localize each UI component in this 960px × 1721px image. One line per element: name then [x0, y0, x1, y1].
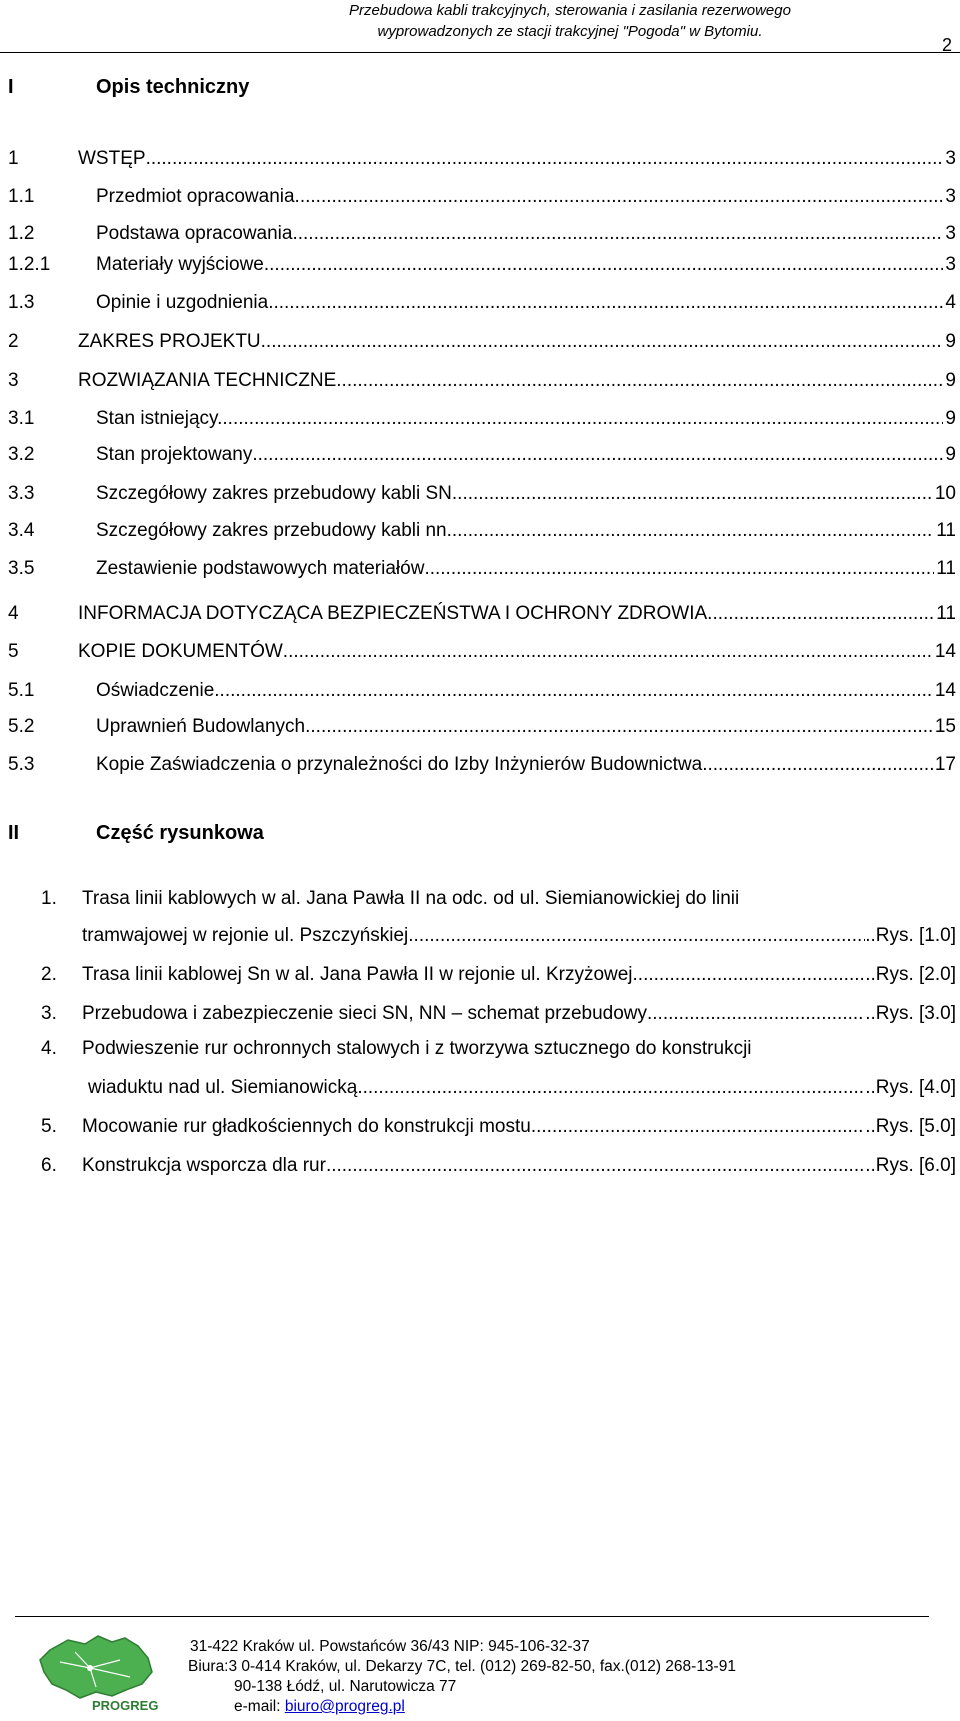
footer-email-line — [234, 1697, 405, 1717]
document-header — [200, 0, 940, 42]
toc-entry-number: 1.2.1 — [8, 254, 51, 275]
toc-entry[interactable] — [0, 558, 956, 588]
toc-entry-number: 5.1 — [8, 680, 35, 701]
toc-entry-title: Opinie i uzgodnienia — [96, 292, 269, 313]
toc-entry[interactable] — [0, 254, 956, 284]
toc-entry-number: 1.2 — [8, 223, 35, 244]
drawing-number: 6. — [41, 1155, 57, 1176]
toc-leader-dots — [707, 603, 934, 625]
toc-leader-dots — [283, 641, 933, 663]
toc-leader-dots — [264, 254, 944, 276]
toc-entry-page: 11 — [936, 520, 956, 541]
drawing-title: tramwajowej w rejonie ul. Pszczyńskiej — [82, 925, 409, 946]
toc-entry-page: 14 — [934, 641, 956, 662]
toc-entry-page: 10 — [934, 483, 956, 504]
toc-entry[interactable] — [0, 186, 956, 216]
header-title-line1: Przebudowa kabli trakcyjnych, sterowania i zasilania rezerwowego — [349, 2, 791, 19]
toc-entry-page: 14 — [934, 680, 956, 701]
logo-text: PROGREG — [92, 1698, 159, 1713]
toc-entry[interactable] — [0, 370, 956, 400]
toc-entry-title: Zestawienie podstawowych materiałów — [96, 558, 425, 579]
toc-leader-dots — [268, 292, 943, 314]
toc-entry-title: Stan projektowany — [96, 444, 253, 465]
toc-entry-title: Kopie Zaświadczenia o przynależności do Izby Inżynierów Budownictwa — [96, 754, 703, 775]
toc-entry[interactable] — [0, 444, 956, 474]
toc-leader-dots — [146, 148, 944, 170]
drawing-entry[interactable] — [0, 1155, 956, 1183]
toc-leader-dots — [452, 483, 933, 505]
toc-entry-page: 4 — [945, 292, 956, 313]
drawing-entry[interactable] — [0, 1003, 956, 1031]
toc-entry-page: 9 — [945, 444, 956, 465]
toc-entry-title: Stan istniejący. — [96, 408, 223, 429]
drawing-entry[interactable] — [0, 1116, 956, 1144]
drawing-title: Trasa linii kablowej Sn w al. Jana Pawła II w rejonie ul. Krzyżowej — [82, 964, 633, 985]
drawing-title: Konstrukcja wsporcza dla rur — [82, 1155, 326, 1176]
toc-leader-dots — [252, 444, 943, 466]
drawing-reference: ..Rys. [6.0] — [865, 1155, 956, 1176]
footer-office-line: Biura:3 0-414 Kraków, ul. Dekarzy 7C, tel. (012) 269-82-50, fax.(012) 268-13-91 — [188, 1658, 736, 1675]
toc-entry[interactable] — [0, 148, 956, 178]
toc-entry-number: 3.1 — [8, 408, 35, 429]
toc-entry-number: 1.1 — [8, 186, 35, 207]
toc-leader-dots — [447, 520, 935, 542]
drawing-number: 4. — [41, 1038, 57, 1059]
toc-entry-number: 3.3 — [8, 483, 35, 504]
drawing-entry[interactable] — [0, 925, 956, 953]
drawing-reference: ..Rys. [1.0] — [865, 925, 956, 946]
header-title-line2: wyprowadzonych ze stacji trakcyjnej "Pogoda" w Bytomiu. — [377, 23, 763, 40]
section-number: I — [8, 76, 14, 98]
toc-entry-page: 11 — [936, 603, 956, 624]
toc-leader-dots — [702, 754, 933, 776]
toc-entry-page: 3 — [945, 254, 956, 275]
toc-entry[interactable] — [0, 680, 956, 710]
drawing-entry[interactable] — [0, 964, 956, 992]
toc-entry-title: Uprawnień Budowlanych — [96, 716, 306, 737]
drawing-title-line1: Podwieszenie rur ochronnych stalowych i z tworzywa sztucznego do konstrukcji — [82, 1038, 752, 1059]
toc-leader-dots — [305, 716, 933, 738]
toc-entry-page: 3 — [945, 148, 956, 169]
header-divider — [0, 52, 960, 53]
toc-entry[interactable] — [0, 716, 956, 746]
drawing-leader-dots — [408, 925, 865, 947]
toc-leader-dots — [222, 408, 943, 430]
toc-entry-title: KOPIE DOKUMENTÓW — [78, 641, 283, 662]
company-logo — [30, 1632, 170, 1716]
toc-entry-title: Oświadczenie — [96, 680, 215, 701]
toc-entry-number: 3.2 — [8, 444, 35, 465]
toc-entry[interactable] — [0, 603, 956, 633]
toc-entry-title: WSTĘP — [78, 148, 146, 169]
toc-entry-page: 17 — [934, 754, 956, 775]
toc-leader-dots — [424, 558, 934, 580]
toc-entry[interactable] — [0, 331, 956, 361]
toc-entry[interactable] — [0, 754, 956, 784]
toc-entry-title: ZAKRES PROJEKTU — [78, 331, 261, 352]
drawing-title: Mocowanie rur gładkościennych do konstrukcji mostu — [82, 1116, 531, 1137]
toc-entry[interactable] — [0, 483, 956, 513]
drawing-leader-dots — [633, 964, 866, 986]
toc-entry-title: INFORMACJA DOTYCZĄCA BEZPIECZEŃSTWA I OCHRONY ZDROWIA — [78, 603, 708, 624]
toc-leader-dots — [214, 680, 933, 702]
toc-entry-page: 9 — [945, 331, 956, 352]
section-title: Część rysunkowa — [96, 822, 264, 844]
drawing-reference: ..Rys. [3.0] — [865, 1003, 956, 1024]
footer-address-line: 31-422 Kraków ul. Powstańców 36/43 NIP: 945-106-32-37 — [190, 1638, 590, 1655]
toc-entry-page: 3 — [945, 223, 956, 244]
toc-leader-dots — [261, 331, 944, 353]
toc-entry-title: Szczegółowy zakres przebudowy kabli nn — [96, 520, 447, 541]
toc-entry-title: Przedmiot opracowania — [96, 186, 295, 207]
email-label: e-mail: — [234, 1698, 285, 1715]
drawing-leader-dots — [531, 1116, 865, 1138]
toc-entry-number: 5.2 — [8, 716, 35, 737]
drawing-number: 2. — [41, 964, 57, 985]
toc-entry-title: ROZWIĄZANIA TECHNICZNE — [78, 370, 337, 391]
toc-entry-number: 3 — [8, 370, 19, 391]
toc-entry-page: 9 — [945, 408, 956, 429]
drawing-number: 1. — [41, 888, 57, 909]
toc-leader-dots — [295, 186, 944, 208]
toc-entry[interactable] — [0, 641, 956, 671]
toc-entry-page: 11 — [936, 558, 956, 579]
footer-lodz-line: 90-138 Łódź, ul. Narutowicza 77 — [234, 1678, 457, 1695]
toc-entry-number: 2 — [8, 331, 19, 352]
drawing-number: 3. — [41, 1003, 57, 1024]
page-number: 2 — [942, 35, 953, 55]
section-number: II — [8, 822, 20, 844]
toc-entry[interactable] — [0, 292, 956, 322]
toc-entry-number: 4 — [8, 603, 19, 624]
drawing-item — [0, 1038, 956, 1066]
toc-entry-number: 5 — [8, 641, 19, 662]
drawing-title: wiaduktu nad ul. Siemianowicką — [88, 1077, 358, 1098]
toc-entry-title: Podstawa opracowania — [96, 223, 293, 244]
toc-entry-title: Materiały wyjściowe — [96, 254, 264, 275]
toc-entry-number: 1 — [8, 148, 19, 169]
drawing-reference: ..Rys. [5.0] — [865, 1116, 956, 1137]
toc-entry[interactable] — [0, 520, 956, 550]
footer-divider — [15, 1616, 929, 1617]
drawing-reference: ..Rys. [4.0] — [865, 1077, 956, 1098]
email-link[interactable]: biuro@progreg.pl — [284, 1698, 405, 1715]
toc-entry-page: 3 — [945, 186, 956, 207]
drawing-entry[interactable] — [0, 1077, 956, 1105]
drawing-leader-dots — [326, 1155, 865, 1177]
toc-entry-number: 3.5 — [8, 558, 35, 579]
toc-entry-number: 3.4 — [8, 520, 35, 541]
toc-leader-dots — [292, 223, 943, 245]
toc-leader-dots — [336, 370, 943, 392]
drawing-leader-dots — [647, 1003, 865, 1025]
toc-entry-title: Szczegółowy zakres przebudowy kabli SN — [96, 483, 452, 504]
toc-entry-page: 9 — [945, 370, 956, 391]
drawing-item — [0, 888, 956, 916]
drawing-reference: ..Rys. [2.0] — [865, 964, 956, 985]
toc-entry[interactable] — [0, 408, 956, 438]
toc-entry-number: 5.3 — [8, 754, 35, 775]
drawing-title: Przebudowa i zabezpieczenie sieci SN, NN – schemat przebudowy — [82, 1003, 647, 1024]
drawing-title-line1: Trasa linii kablowych w al. Jana Pawła II na odc. od ul. Siemianowickiej do linii — [82, 888, 740, 909]
section-title: Opis techniczny — [96, 76, 250, 98]
drawing-number: 5. — [41, 1116, 57, 1137]
toc-entry-number: 1.3 — [8, 292, 35, 313]
drawing-leader-dots — [357, 1077, 865, 1099]
toc-entry-page: 15 — [934, 716, 956, 737]
toc-entry[interactable] — [0, 223, 956, 253]
